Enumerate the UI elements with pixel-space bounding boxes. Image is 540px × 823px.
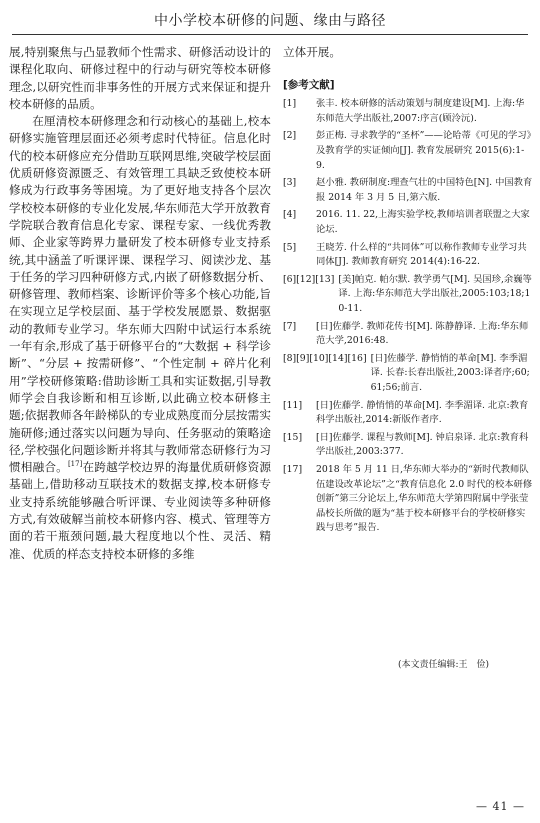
body-paragraph-tail: 立体开展。 [283, 45, 341, 59]
reference-number: [6][12][13] [283, 273, 335, 285]
reference-number: [3] [283, 177, 297, 189]
editor-credit: (本文责任编辑:王 俭) [398, 660, 490, 670]
reference-number: [8][9][10][14][16] [283, 352, 367, 364]
reference-number: [11] [283, 399, 303, 411]
reference-entry [283, 208, 533, 237]
reference-number: [5] [283, 241, 297, 253]
reference-entry [283, 97, 533, 126]
reference-text: [日]佐藤学. 课程与教师[M]. 钟启泉译. 北京:教育科学出版社,2003:377. [316, 431, 529, 458]
references-heading: [参考文献] [283, 79, 335, 92]
reference-text: 张丰. 校本研修的活动策划与制度建设[M]. 上海:华东师范大学出版社,2007:序言(顾泠沅). [316, 98, 525, 124]
body-paragraph-2-continued: 在跨越学校边界的海量优质研修资源基础上,借助移动互联技术的数据支撑,校本研修专业支持系统能够融合听评课、专业阅读等多种研修方式,有效破解当前校本研修内容、模式、管理等方面的若干瓶颈问题,最大程度地以个性、灵活、精准、优质的样态支持校本研修的多维 [9, 460, 271, 561]
running-header: 中小学校本研修的问题、缘由与路径 [154, 13, 386, 29]
reference-entry [283, 129, 533, 173]
page-number: — 41 — [476, 800, 525, 813]
reference-text: 王晓芳. 什么样的“共同体”可以称作教师专业学习共同体[J]. 教师教育研究 2014(4):16-22. [316, 241, 527, 268]
right-column [283, 44, 533, 539]
reference-entry [283, 352, 533, 396]
reference-text: 彭正梅. 寻求教学的“圣杯”——论哈蒂《可见的学习》及教育学的实证倾向[J]. 教育发展研究 2015(6):1-9. [316, 130, 532, 171]
reference-entry [283, 241, 533, 270]
reference-number: [4] [283, 209, 297, 221]
reference-text: [日]佐藤学. 静悄悄的革命[M]. 李季湄译. 长春:长春出版社,2003:译者序;60;61;56;前言. [370, 352, 530, 393]
reference-entry [283, 320, 533, 349]
reference-entry [283, 273, 533, 317]
header-rule [12, 34, 528, 35]
reference-text: [日]佐藤学. 静悄悄的革命[M]. 李季湄译. 北京:教育科学出版社,2014:新版作者序. [316, 399, 529, 426]
body-paragraph-2 [9, 113, 271, 563]
left-column [9, 44, 271, 563]
references-list [283, 97, 533, 536]
body-paragraph-2-text: 在厘清校本研修理念和行动核心的基础上,校本研修实施管理层面还必须考虑时代特征。信息化时代的校本研修应充分借助互联网思维,突破学校层面优质研修资源匮乏、有效管理工具缺乏致使校本研修成为行政事务等困境。为了更好地支持各个层次学校校本研修的专业化发展,华东师范大学开放教育学院联合教育信息化专家、课程专家、一线优秀教师、企业家等跨界力量研发了校本研修专业支持系统,其中涵盖了听课评课、课程学习、阅读沙龙、基于任务的学习四种研修方式,内嵌了研修数据分析、研修管理、教师档案、诊断评价等多个核心功能,旨在实现立足学校层面、基于学校发展愿景、数据驱动的教师专业学习。华东师大四附中试运行本系统一年有余,形成了基于研修平台的“大数据 + 科学诊断”、“分层 + 按需研修”、“个性定制 + 碎片化利用”学校研修策略:借助诊断工具和实证数据,引导教师学会自我诊断和相互诊断,以此确立校本研修主题;依据教师各年龄梯队的专业成熟度而分层按需实施研修;通过落实以问题为导向、任务驱动的策略途径,学校强化问题诊断并将其与教师常态研修行为习惯相融合。 [9, 114, 271, 475]
reference-number: [1] [283, 98, 297, 110]
reference-number: [2] [283, 130, 297, 142]
reference-number: [7] [283, 320, 297, 332]
reference-entry [283, 176, 533, 205]
reference-entry [283, 463, 533, 536]
reference-entry [283, 431, 533, 460]
reference-entry [283, 399, 533, 428]
reference-text: 2018 年 5 月 11 日,华东师大举办的“新时代教师队伍建设改革论坛”之“教育信息化 2.0 时代的校本研修创新”第三分论坛上,华东师范大学第四附属中学张莹晶校长所做的题为“基于校本研修平台的学校研修实践与思考”报告. [316, 463, 533, 534]
body-paragraph-1: 展,特别聚焦与凸显教师个性需求、研修活动设计的课程化取向、研修过程中的行动与研究等校本研修理念,以研究性而非事务性的开展方式来保证和提升校本研修的品质。 [9, 45, 271, 111]
reference-number: [15] [283, 431, 303, 443]
reference-text: 2016. 11. 22,上海实验学校,教师培训者联盟之大家论坛. [316, 209, 530, 236]
reference-number: [17] [283, 463, 303, 475]
reference-text: 赵小雅. 教研制度:理查气壮的中国特色[N]. 中国教育报 2014 年 3 月 5 日,第六版. [316, 177, 533, 203]
citation-marker: [17] [67, 460, 83, 469]
reference-text: [日]佐藤学. 教师花传书[M]. 陈静静译. 上海:华东师范大学,2016:48. [316, 320, 529, 347]
reference-text: [美]帕克. 帕尔默. 教学勇气[M]. 吴国珍,余巍等译. 上海:华东师范大学出版社,2005:103;18;10-11. [338, 273, 532, 315]
